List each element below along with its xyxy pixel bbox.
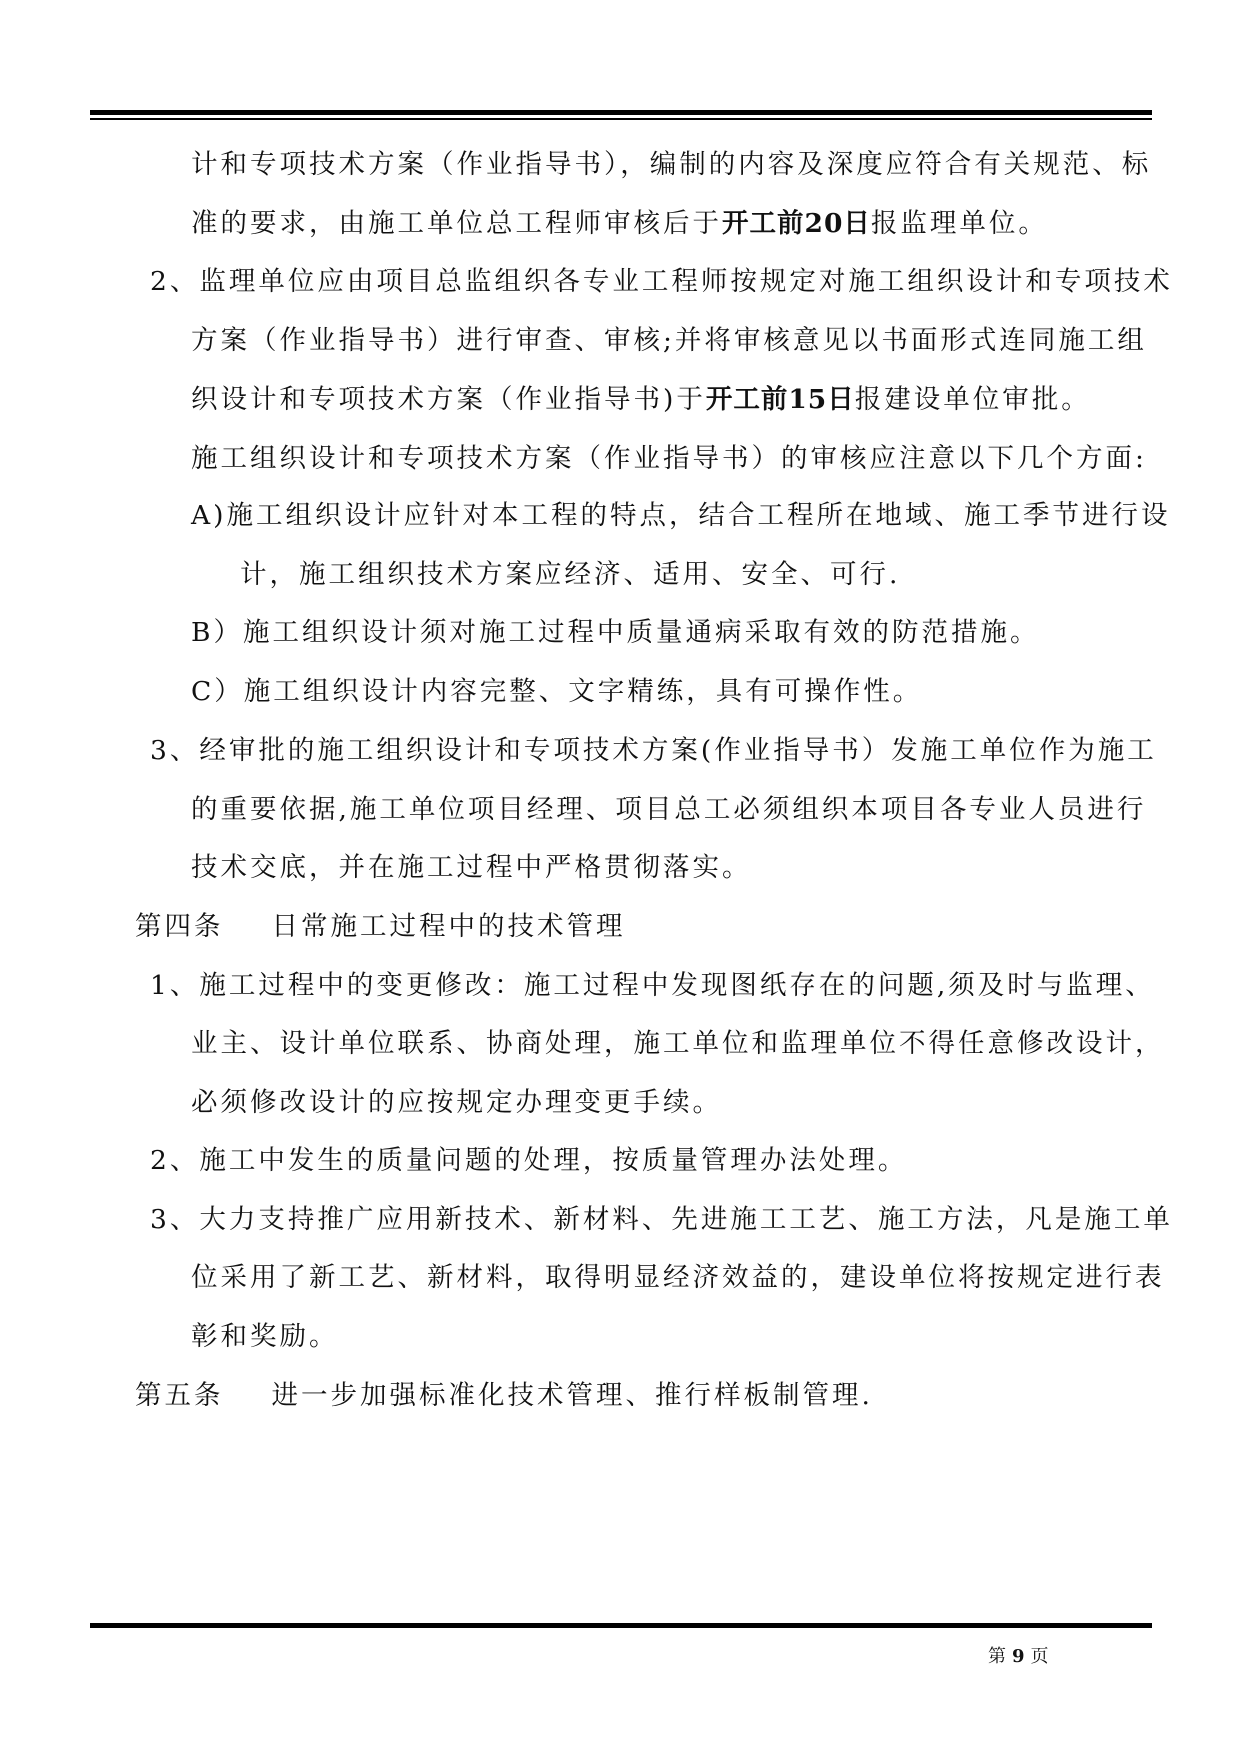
text-line: 位采用了新工艺、新材料，取得明显经济效益的，建设单位将按规定进行表: [191, 1262, 1165, 1293]
text-line: 计，施工组织技术方案应经济、适用、安全、可行.: [240, 559, 901, 590]
deadline-emphasis: 开工前15日: [705, 384, 855, 415]
text-line: B）施工组织设计须对施工过程中质量通病采取有效的防范措施。: [191, 617, 1040, 648]
section-title: 日常施工过程中的技术管理: [271, 911, 626, 942]
section-label: 第四条: [135, 911, 224, 942]
footer-rule: [90, 1623, 1152, 1628]
section-heading: [135, 1380, 873, 1412]
text-line: 2、监理单位应由项目总监组织各专业工程师按规定对施工组织设计和专项技术: [150, 266, 1173, 297]
page-number: 第 9 页: [988, 1646, 1049, 1667]
text-line: 业主、设计单位联系、协商处理，施工单位和监理单位不得任意修改设计，: [191, 1028, 1165, 1059]
text-line: A)施工组织设计应针对本工程的特点，结合工程所在地域、施工季节进行设: [191, 500, 1171, 531]
text-line: 的重要依据,施工单位项目经理、项目总工必须组织本项目各专业人员进行: [191, 794, 1147, 825]
text-line: 彰和奖励。: [191, 1321, 339, 1352]
text-line-emphasis: 准的要求，由施工单位总工程师审核后于开工前20日报监理单位。: [191, 208, 1048, 239]
text-line: C）施工组织设计内容完整、文字精练，具有可操作性。: [191, 676, 923, 707]
text-line: 1、施工过程中的变更修改：施工过程中发现图纸存在的问题,须及时与监理、: [150, 970, 1155, 1001]
section-title: 进一步加强标准化技术管理、推行样板制管理.: [271, 1380, 873, 1411]
text-line: 必须修改设计的应按规定办理变更手续。: [191, 1087, 722, 1118]
text-line: 计和专项技术方案（作业指导书），编制的内容及深度应符合有关规范、标: [191, 149, 1152, 180]
section-label: 第五条: [135, 1380, 224, 1411]
deadline-emphasis: 开工前20日: [722, 208, 871, 239]
text-line: 3、经审批的施工组织设计和专项技术方案(作业指导书）发施工单位作为施工: [150, 735, 1157, 766]
text-line: 2、施工中发生的质量问题的处理，按质量管理办法处理。: [150, 1145, 908, 1176]
text-line: 3、大力支持推广应用新技术、新材料、先进施工工艺、施工方法，凡是施工单: [150, 1204, 1173, 1235]
text-line: 方案（作业指导书）进行审查、审核;并将审核意见以书面形式连同施工组: [191, 325, 1147, 356]
section-heading: [135, 911, 626, 943]
header-rule: [90, 110, 1152, 122]
text-line: 施工组织设计和专项技术方案（作业指导书）的审核应注意以下几个方面:: [191, 443, 1147, 474]
text-line-emphasis: 织设计和专项技术方案（作业指导书)于开工前15日报建设单位审批。: [191, 384, 1091, 415]
text-line: 技术交底，并在施工过程中严格贯彻落实。: [191, 852, 752, 883]
